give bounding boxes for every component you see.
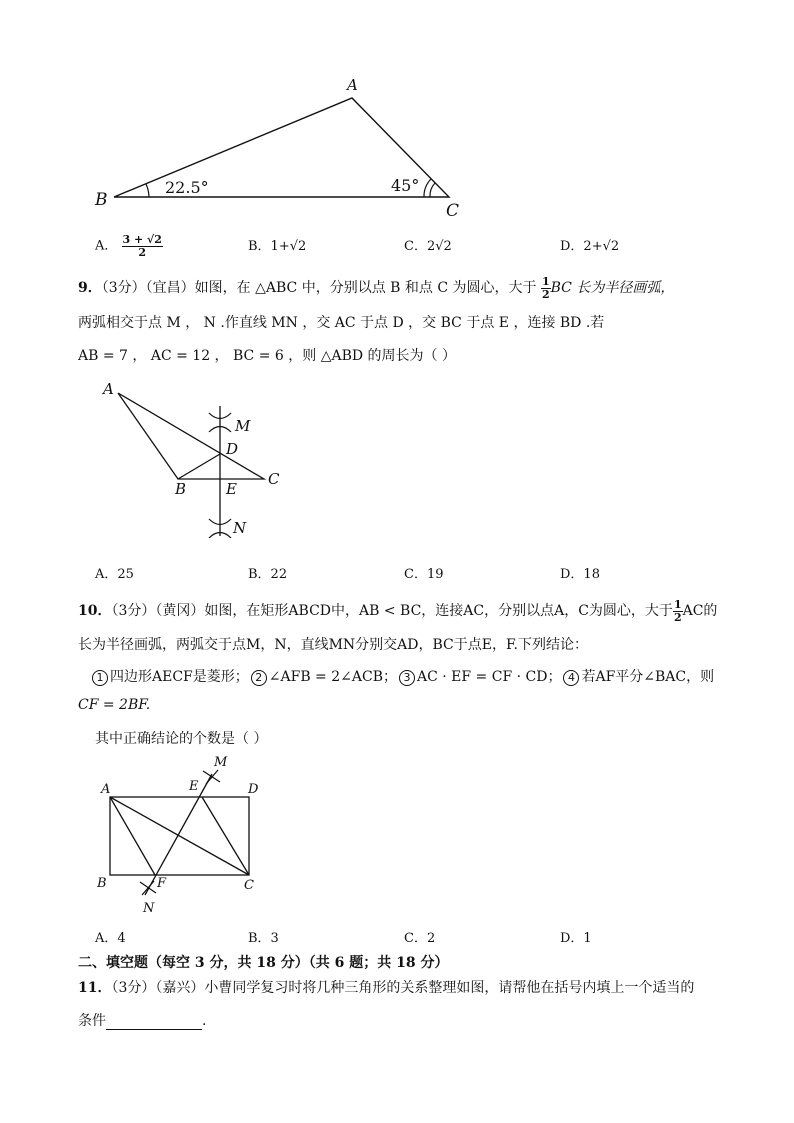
circled-number-icon: 4 <box>563 670 579 686</box>
q10-choice-b[interactable]: B．3 <box>248 931 279 946</box>
q10-point-b: B <box>97 876 107 891</box>
q10-choice-a[interactable]: A．4 <box>95 931 126 946</box>
q8-choice-c[interactable]: C．2√2 <box>404 239 452 254</box>
q9-point-b: B <box>175 480 187 498</box>
q10-point-m: M <box>214 755 228 770</box>
q9-point-d: D <box>226 440 239 458</box>
q10-line3: 1 四边形AECF是菱形； 2 ∠AFB = 2∠ACB； 3 AC · EF = CF · CD； 4 若AF平分∠BAC，则 <box>90 666 714 686</box>
circled-number-icon: 3 <box>399 670 415 686</box>
circled-number-icon: 1 <box>92 670 108 686</box>
q8-choice-a[interactable]: A． $\frac{3 + √2}{2}$ <box>95 233 162 259</box>
angle-c-value: 45° <box>391 176 420 195</box>
q10-point-f: F <box>157 876 167 891</box>
q10-point-c: C <box>244 878 254 893</box>
half-fraction: $\frac{1}{2}$ <box>673 598 682 624</box>
q9-point-n: N <box>233 519 247 537</box>
q9-choice-d[interactable]: D．18 <box>560 567 600 582</box>
q9-choice-b[interactable]: B．22 <box>248 567 288 582</box>
q9-point-m: M <box>235 417 251 435</box>
q9-point-a: A <box>103 380 114 398</box>
q10-line1: 10．（3分）（黄冈）如图，在矩形ABCD中，AB < BC，连接AC，分别以点A，C为圆心，大于 $\frac{1}{2}$ AC的 <box>78 598 718 624</box>
circled-number-icon: 2 <box>251 670 267 686</box>
q10-choice-d[interactable]: D．1 <box>560 931 592 946</box>
q9-point-c: C <box>268 470 280 488</box>
q11-line2: 条件 . <box>78 1013 207 1029</box>
point-c-label: C <box>446 201 460 221</box>
q10-line5: 其中正确结论的个数是（ ） <box>95 731 268 747</box>
q10-point-e: E <box>189 779 199 794</box>
q10-choice-c[interactable]: C．2 <box>404 931 436 946</box>
point-a-label: A <box>347 76 358 94</box>
q9-line1: 9．（3分）（宜昌）如图，在 △ABC 中，分别以点 B 和点 C 为圆心，大于 $\frac{1}{2}$ BC 长为半径画弧， <box>78 275 675 301</box>
point-b-label: B <box>95 190 108 210</box>
q10-line4: CF = 2BF. <box>78 697 151 713</box>
q10-point-n: N <box>143 901 155 916</box>
q9-line3: AB = 7 ， AC = 12 ， BC = 6 ，则 △ABD 的周长为（ ） <box>78 348 456 364</box>
q9-point-e: E <box>226 480 237 498</box>
q9-choice-a[interactable]: A．25 <box>95 567 134 582</box>
q10-point-a: A <box>101 782 111 797</box>
q11-line1: 11．（3分）（嘉兴）小曹同学复习时将几种三角形的关系整理如图，请帮他在括号内填上一个适当的 <box>78 980 695 996</box>
q10-point-d: D <box>248 782 259 797</box>
q10-line2: 长为半径画弧，两弧交于点M，N，直线MN分别交AD，BC于点E，F.下列结论： <box>78 637 588 653</box>
q9-choice-c[interactable]: C．19 <box>404 567 444 582</box>
q9-line2: 两弧相交于点 M ， N .作直线 MN ，交 AC 于点 D ，交 BC 于点 E ，连接 BD .若 <box>78 315 605 331</box>
section-title: 二、填空题（每空 3 分，共 18 分）（共 6 题；共 18 分） <box>78 955 449 971</box>
half-fraction: $\frac{1}{2}$ <box>541 275 550 301</box>
angle-b-value: 22.5° <box>165 178 209 197</box>
q8-choice-b[interactable]: B．1+√2 <box>248 239 307 254</box>
q8-choice-d[interactable]: D．2+√2 <box>560 239 620 254</box>
answer-blank[interactable] <box>106 1015 202 1030</box>
